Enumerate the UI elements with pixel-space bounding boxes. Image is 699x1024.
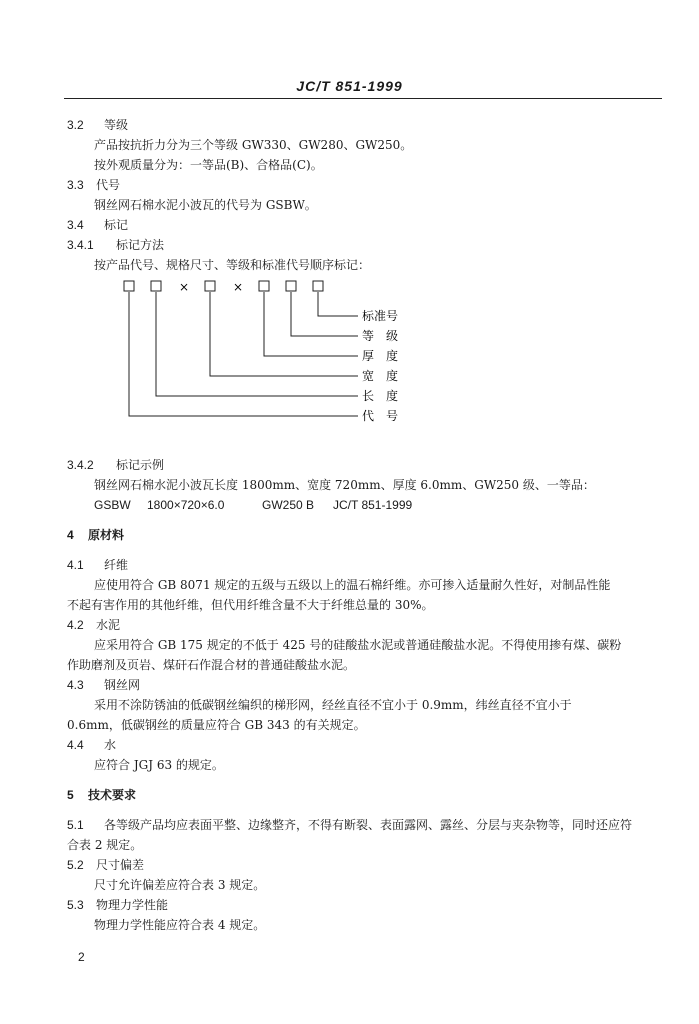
example-code: GSBW	[94, 498, 131, 512]
marking-box-2	[151, 281, 161, 291]
marking-box-4	[259, 281, 269, 291]
example-standard: JC/T 851-1999	[333, 498, 413, 512]
section-4-1-line-1: 应使用符合 GB 8071 规定的五级与五级以上的温石棉纤维。亦可掺入适量耐久性好，对制品性能	[94, 578, 611, 592]
page-number: 2	[78, 950, 85, 964]
example-grade: GW250 B	[262, 498, 315, 512]
section-4-1-number: 4.1	[67, 558, 84, 572]
section-4-3-line-2: 0.6mm，低碳钢丝的质量应符合 GB 343 的有关规定。	[67, 718, 366, 732]
document-code-header: JC/T 851-1999	[296, 78, 403, 94]
section-3-2-line-2: 按外观质量分为：一等品(B)、合格品(C)。	[94, 158, 323, 172]
section-5-1-line-2: 合表 2 规定。	[67, 838, 143, 852]
marking-box-3	[205, 281, 215, 291]
section-5-number: 5	[67, 788, 74, 802]
section-4-2-title: 水泥	[96, 618, 121, 632]
label-standard-number: 标准号	[362, 309, 399, 323]
section-3-4-1-title: 标记方法	[116, 238, 165, 252]
section-4-number: 4	[67, 528, 74, 542]
label-length: 长 度	[362, 389, 399, 403]
section-4-4-number: 4.4	[67, 738, 84, 752]
section-4-4-line-1: 应符合 JGJ 63 的规定。	[94, 758, 224, 772]
section-4-1-title: 纤维	[104, 558, 129, 572]
leader-line-width	[210, 292, 358, 376]
section-5-2-line-1: 尺寸允许偏差应符合表 3 规定。	[94, 878, 266, 892]
section-3-2-number: 3.2	[67, 118, 84, 132]
section-5-2-title: 尺寸偏差	[96, 858, 145, 872]
section-5-2-number: 5.2	[67, 858, 84, 872]
section-3-4-2-title: 标记示例	[116, 458, 165, 472]
section-4-2-line-1: 应采用符合 GB 175 规定的不低于 425 号的硅酸盐水泥或普通硅酸盐水泥。不得使用掺有煤、碳粉	[94, 638, 622, 652]
section-4-2-number: 4.2	[67, 618, 84, 632]
times-sign-2: ×	[233, 280, 244, 294]
label-code: 代 号	[362, 409, 399, 423]
section-5-3-line-1: 物理力学性能应符合表 4 规定。	[94, 918, 266, 932]
section-5-1-line-1: 各等级产品均应表面平整、边缘整齐，不得有断裂、表面露网、露丝、分层与夹杂物等，同时还应符	[104, 818, 633, 832]
section-3-3-number: 3.3	[67, 178, 84, 192]
section-3-4-number: 3.4	[67, 218, 84, 232]
marking-box-6	[313, 281, 323, 291]
section-4-4-title: 水	[104, 738, 117, 752]
section-5-1-number: 5.1	[67, 818, 84, 832]
section-5-title: 技术要求	[88, 788, 137, 802]
marking-box-1	[124, 281, 134, 291]
section-5-3-number: 5.3	[67, 898, 84, 912]
leader-line-standard	[318, 292, 358, 316]
section-3-4-1-number: 3.4.1	[67, 238, 94, 252]
section-3-4-2-number: 3.4.2	[67, 458, 94, 472]
section-4-3-line-1: 采用不涂防锈油的低碳钢丝编织的梯形网，经丝直径不宜小于 0.9mm，纬丝直径不宜小于	[94, 698, 572, 712]
section-3-2-title: 等级	[104, 118, 129, 132]
example-dimensions: 1800×720×6.0	[147, 498, 225, 512]
leader-line-grade	[291, 292, 358, 336]
label-width: 宽 度	[362, 369, 399, 383]
label-thickness: 厚 度	[362, 349, 399, 363]
leader-line-thickness	[264, 292, 358, 356]
section-4-2-line-2: 作助磨剂及页岩、煤矸石作混合材的普通硅酸盐水泥。	[67, 658, 356, 672]
section-3-2-line-1: 产品按抗折力分为三个等级 GW330、GW280、GW250。	[94, 138, 413, 152]
section-5-3-title: 物理力学性能	[96, 898, 169, 912]
section-3-3-title: 代号	[96, 178, 121, 192]
leader-line-code	[129, 292, 358, 416]
section-3-4-title: 标记	[104, 218, 129, 232]
leader-line-length	[156, 292, 358, 396]
section-4-1-line-2: 不起有害作用的其他纤维，但代用纤维含量不大于纤维总量的 30%。	[67, 598, 434, 612]
section-4-3-number: 4.3	[67, 678, 84, 692]
times-sign-1: ×	[179, 280, 190, 294]
section-3-3-line-1: 钢丝网石棉水泥小波瓦的代号为 GSBW。	[94, 198, 317, 212]
marking-box-5	[286, 281, 296, 291]
section-3-4-1-line-1: 按产品代号、规格尺寸、等级和标准代号顺序标记：	[94, 258, 371, 272]
label-grade: 等 级	[362, 329, 399, 343]
section-4-title: 原材料	[88, 528, 125, 542]
section-3-4-2-line-1: 钢丝网石棉水泥小波瓦长度 1800mm、宽度 720mm、厚度 6.0mm、GW250 级、一等品：	[94, 478, 595, 492]
section-4-3-title: 钢丝网	[104, 678, 141, 692]
